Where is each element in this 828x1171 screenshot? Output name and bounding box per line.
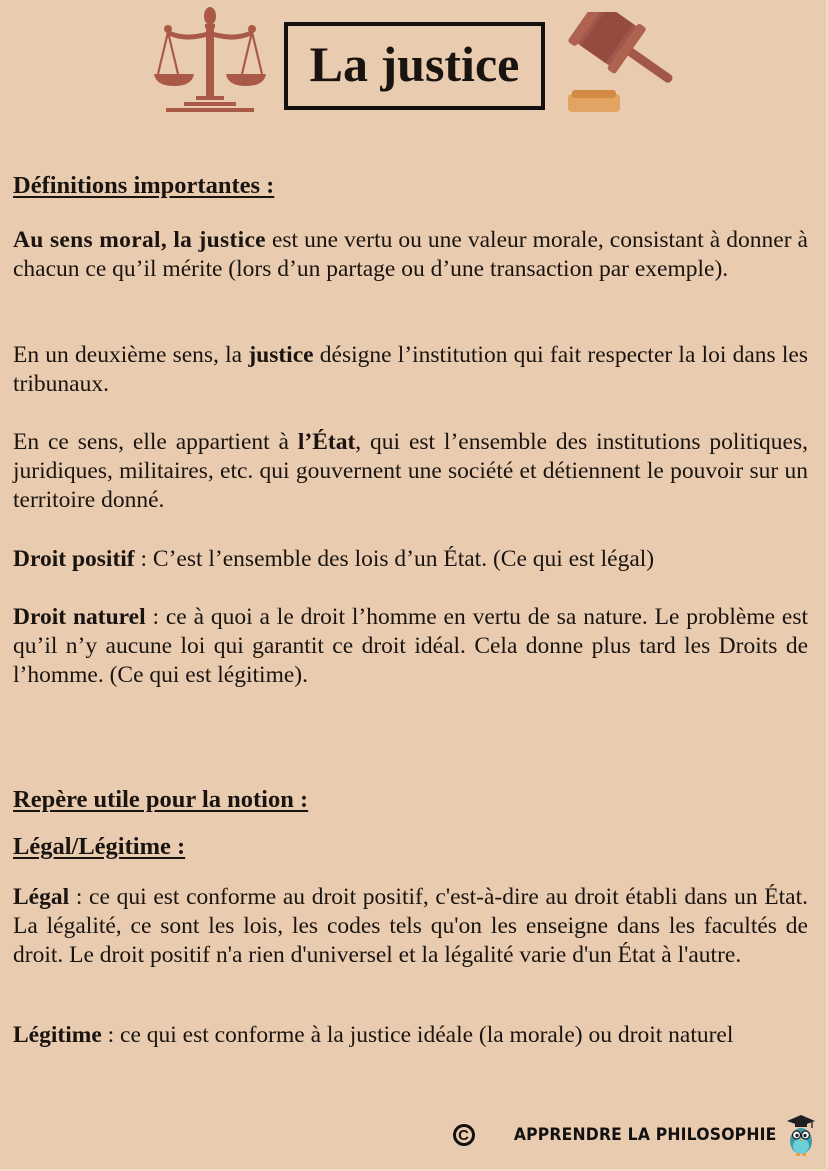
definition-legal xyxy=(13,883,808,970)
gavel-icon xyxy=(558,12,680,114)
term-bold: Droit naturel xyxy=(13,604,146,630)
definition-text: : C’est l’ensemble des lois d’un État. (Ce qui est légal) xyxy=(134,546,655,572)
definition-text: , qui est l’ensemble des institutions politiques, juridiques, militaires, etc. qui gouvernent une société et détiennent le pouvoir sur un territoire donné. xyxy=(13,429,808,513)
reperes-section xyxy=(13,785,808,815)
scales-of-justice-icon xyxy=(154,4,266,112)
definition-text: désigne l’institution qui fait respecter la loi dans les tribunaux. xyxy=(13,342,808,397)
definition-droit-positif xyxy=(13,545,808,574)
title-box xyxy=(284,22,545,110)
definition-text: est une vertu ou une valeur morale, consistant à donner à chacun ce qu’il mérite (lors d’un partage ou d’une transaction par exemple). xyxy=(13,227,808,282)
term-bold: justice xyxy=(248,342,314,368)
footer-branding xyxy=(453,1112,816,1158)
subsection-heading: Légal/Légitime : xyxy=(13,833,186,860)
brand-name: APPRENDRE LA PHILOSOPHIE xyxy=(513,1125,776,1145)
definitions-section xyxy=(13,171,808,201)
copyright-icon: C xyxy=(453,1124,475,1146)
reperes-subheading-block xyxy=(13,832,808,862)
definition-text: : ce qui est conforme à la justice idéale (la morale) ou droit naturel xyxy=(101,1022,734,1048)
section-heading: Définitions importantes : xyxy=(13,172,275,199)
owl-graduate-icon xyxy=(786,1113,816,1157)
term-bold: Au sens moral, la justice xyxy=(13,227,266,253)
term-bold: Légitime xyxy=(13,1022,102,1048)
definition-droit-naturel xyxy=(13,603,808,690)
definition-prefix: En ce sens, elle appartient à xyxy=(13,429,298,455)
definition-text: : ce qui est conforme au droit positif, c'est-à-dire au droit établi dans un État. La légalité, ce sont les lois, les codes tels qu'on les enseigne dans les facultés de droit. Le droit positif n'a rien d'universel et la légalité varie d'un État à l'autre. xyxy=(13,884,808,968)
page-title: La justice xyxy=(309,36,520,92)
definition-institution xyxy=(13,341,808,399)
section-heading: Repère utile pour la notion : xyxy=(13,786,309,813)
definition-prefix: En un deuxième sens, la xyxy=(13,342,249,368)
definition-legitime xyxy=(13,1021,808,1050)
term-bold: Droit positif xyxy=(13,546,135,572)
page-header xyxy=(0,0,828,130)
term-bold: l’État xyxy=(297,429,356,455)
definition-text: : ce à quoi a le droit l’homme en vertu de sa nature. Le problème est qu’il n’y aucune loi qui garantit ce droit idéal. Cela donne plus tard les Droits de l’homme. (Ce qui est légitime). xyxy=(13,604,808,688)
definition-moral xyxy=(13,226,808,284)
definition-etat xyxy=(13,428,808,515)
term-bold: Légal xyxy=(13,884,70,910)
